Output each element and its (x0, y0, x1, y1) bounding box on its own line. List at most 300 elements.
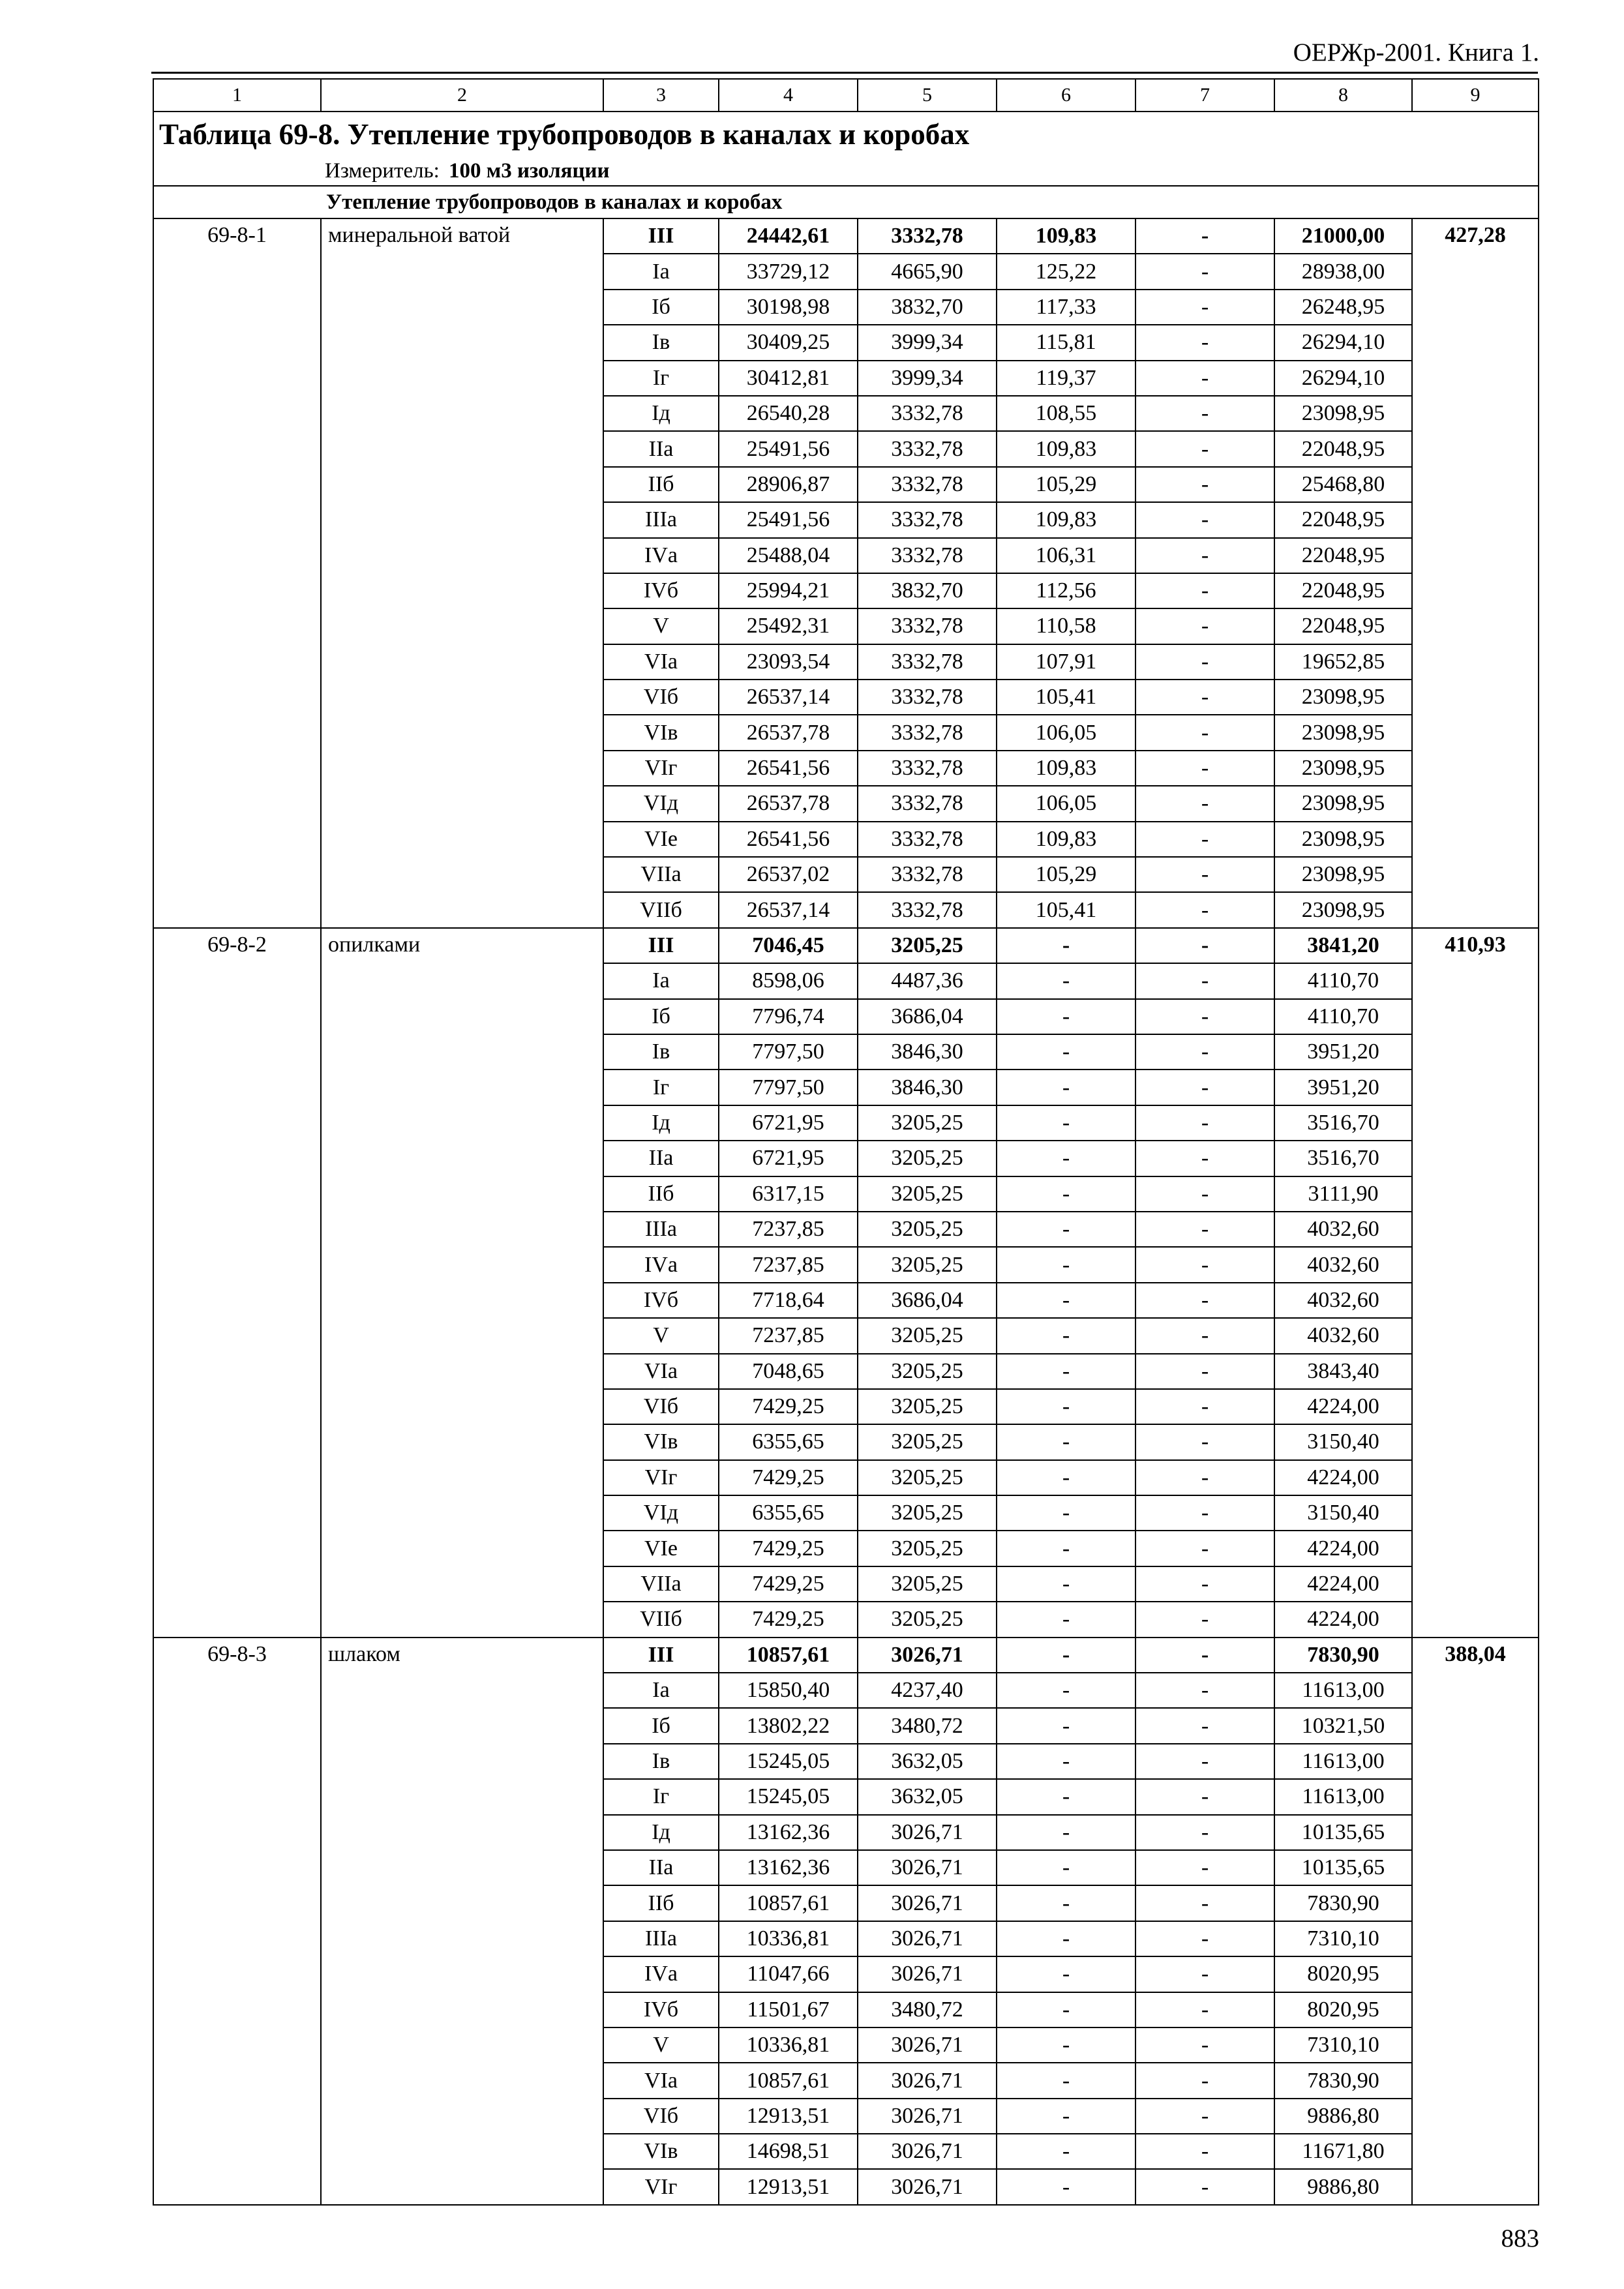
region-code-cell: IIIа (603, 1921, 719, 1956)
driver-wage-cell: - (1135, 963, 1274, 998)
labor-cost-cell: 3480,72 (858, 1708, 997, 1743)
region-code-cell: IIа (603, 1850, 719, 1885)
labor-cost-cell: 3026,71 (858, 1850, 997, 1885)
total-cost-cell: 6721,95 (719, 1105, 858, 1141)
machine-cost-cell: - (997, 1779, 1135, 1814)
header-rule (151, 72, 1538, 74)
total-cost-cell: 6355,65 (719, 1495, 858, 1531)
labor-cost-cell: 3026,71 (858, 2027, 997, 2063)
material-cost-cell: 21000,00 (1274, 218, 1412, 254)
labor-cost-cell: 3332,78 (858, 218, 997, 254)
driver-wage-cell: - (1135, 218, 1274, 254)
region-code-cell: Iв (603, 325, 719, 360)
driver-wage-cell: - (1135, 1531, 1274, 1566)
machine-cost-cell: - (997, 1354, 1135, 1389)
total-cost-cell: 10857,61 (719, 1638, 858, 1673)
driver-wage-cell: - (1135, 1815, 1274, 1850)
total-cost-cell: 7429,25 (719, 1531, 858, 1566)
column-number: 6 (997, 79, 1135, 112)
material-cost-cell: 4032,60 (1274, 1318, 1412, 1353)
table-title-row (153, 112, 1539, 157)
machine-cost-cell: 109,83 (997, 431, 1135, 466)
labor-cost-cell: 3205,25 (858, 928, 997, 963)
driver-wage-cell: - (1135, 1424, 1274, 1459)
machine-cost-cell: 105,29 (997, 467, 1135, 502)
region-code-cell: III (603, 1638, 719, 1673)
labor-cost-cell: 4487,36 (858, 963, 997, 998)
region-code-cell: IVб (603, 1992, 719, 2027)
machine-cost-cell: 119,37 (997, 361, 1135, 396)
material-cost-cell: 22048,95 (1274, 431, 1412, 466)
labor-cost-cell: 3480,72 (858, 1992, 997, 2027)
material-cost-cell: 4224,00 (1274, 1602, 1412, 1637)
driver-wage-cell: - (1135, 1992, 1274, 2027)
machine-cost-cell: - (997, 1602, 1135, 1637)
labor-cost-cell: 3205,25 (858, 1176, 997, 1212)
rate-name: минеральной ватой (321, 218, 603, 928)
region-code-cell: IIа (603, 431, 719, 466)
driver-wage-cell: - (1135, 1602, 1274, 1637)
machine-cost-cell: 108,55 (997, 396, 1135, 431)
material-cost-cell: 23098,95 (1274, 396, 1412, 431)
region-code-cell: VIг (603, 2169, 719, 2204)
total-cost-cell: 26537,02 (719, 857, 858, 892)
driver-wage-cell: - (1135, 1105, 1274, 1141)
material-cost-cell: 23098,95 (1274, 680, 1412, 715)
driver-wage-cell: - (1135, 290, 1274, 325)
labor-cost-cell: 3205,25 (858, 1212, 997, 1247)
machine-cost-cell: - (997, 1034, 1135, 1070)
total-cost-cell: 26541,56 (719, 822, 858, 857)
material-cost-cell: 28938,00 (1274, 254, 1412, 289)
region-code-cell: VIе (603, 822, 719, 857)
total-cost-cell: 28906,87 (719, 467, 858, 502)
labor-cost-cell: 3332,78 (858, 715, 997, 750)
material-cost-cell: 22048,95 (1274, 573, 1412, 608)
region-code-cell: IVа (603, 538, 719, 573)
labor-cost-cell: 3205,25 (858, 1495, 997, 1531)
labor-cost-cell: 3332,78 (858, 502, 997, 537)
region-code-cell: VIа (603, 1354, 719, 1389)
material-cost-cell: 4224,00 (1274, 1460, 1412, 1495)
driver-wage-cell: - (1135, 502, 1274, 537)
material-cost-cell: 23098,95 (1274, 715, 1412, 750)
driver-wage-cell: - (1135, 1141, 1274, 1176)
material-cost-cell: 11671,80 (1274, 2134, 1412, 2169)
material-cost-cell: 3150,40 (1274, 1424, 1412, 1459)
driver-wage-cell: - (1135, 680, 1274, 715)
column-number: 3 (603, 79, 719, 112)
region-code-cell: Iб (603, 999, 719, 1034)
region-code-cell: Iв (603, 1034, 719, 1070)
machine-cost-cell: - (997, 1673, 1135, 1708)
table-title: Таблица 69-8. Утепление трубопроводов в каналах и коробах (159, 117, 970, 151)
labor-cost-cell: 3332,78 (858, 467, 997, 502)
material-cost-cell: 25468,80 (1274, 467, 1412, 502)
labor-cost-cell: 3332,78 (858, 751, 997, 786)
machine-cost-cell: - (997, 1105, 1135, 1141)
material-cost-cell: 10321,50 (1274, 1708, 1412, 1743)
machine-cost-cell: - (997, 1992, 1135, 2027)
material-cost-cell: 4032,60 (1274, 1247, 1412, 1282)
labor-cost-cell: 4237,40 (858, 1673, 997, 1708)
region-code-cell: Iг (603, 361, 719, 396)
driver-wage-cell: - (1135, 1070, 1274, 1105)
material-cost-cell: 3951,20 (1274, 1070, 1412, 1105)
total-cost-cell: 10336,81 (719, 2027, 858, 2063)
unit-row (153, 157, 1539, 186)
total-cost-cell: 15850,40 (719, 1673, 858, 1708)
total-cost-cell: 7797,50 (719, 1070, 858, 1105)
labor-cost-cell: 3686,04 (858, 999, 997, 1034)
machine-cost-cell: - (997, 999, 1135, 1034)
driver-wage-cell: - (1135, 1460, 1274, 1495)
machine-cost-cell: - (997, 1247, 1135, 1282)
region-code-cell: V (603, 2027, 719, 2063)
material-cost-cell: 7830,90 (1274, 2063, 1412, 2098)
machine-cost-cell: - (997, 1460, 1135, 1495)
material-cost-cell: 8020,95 (1274, 1992, 1412, 2027)
region-code-cell: VIб (603, 1389, 719, 1424)
total-cost-cell: 30198,98 (719, 290, 858, 325)
machine-cost-cell: 112,56 (997, 573, 1135, 608)
total-cost-cell: 7429,25 (719, 1460, 858, 1495)
region-code-cell: Iг (603, 1779, 719, 1814)
region-code-cell: VIв (603, 715, 719, 750)
total-cost-cell: 7237,85 (719, 1212, 858, 1247)
driver-wage-cell: - (1135, 2027, 1274, 2063)
driver-wage-cell: - (1135, 928, 1274, 963)
column-number: 5 (858, 79, 997, 112)
driver-wage-cell: - (1135, 1708, 1274, 1743)
labor-cost-cell: 3205,25 (858, 1389, 997, 1424)
rate-code: 69-8-3 (153, 1638, 321, 2205)
driver-wage-cell: - (1135, 1354, 1274, 1389)
column-number: 8 (1274, 79, 1412, 112)
total-cost-cell: 12913,51 (719, 2169, 858, 2204)
labor-cost-cell: 3332,78 (858, 822, 997, 857)
driver-wage-cell: - (1135, 431, 1274, 466)
labor-cost-cell: 3205,25 (858, 1531, 997, 1566)
total-cost-cell: 10336,81 (719, 1921, 858, 1956)
total-cost-cell: 12913,51 (719, 2099, 858, 2134)
driver-wage-cell: - (1135, 608, 1274, 644)
driver-wage-cell: - (1135, 1495, 1274, 1531)
machine-cost-cell: - (997, 2027, 1135, 2063)
region-code-cell: Iб (603, 290, 719, 325)
total-cost-cell: 7429,25 (719, 1566, 858, 1602)
material-cost-cell: 4224,00 (1274, 1389, 1412, 1424)
material-cost-cell: 23098,95 (1274, 751, 1412, 786)
machine-cost-cell: 106,31 (997, 538, 1135, 573)
total-cost-cell: 25491,56 (719, 431, 858, 466)
labor-cost-cell: 3999,34 (858, 325, 997, 360)
total-cost-cell: 6355,65 (719, 1424, 858, 1459)
material-cost-cell: 4224,00 (1274, 1531, 1412, 1566)
total-cost-cell: 26537,14 (719, 892, 858, 927)
driver-wage-cell: - (1135, 1779, 1274, 1814)
region-code-cell: VIв (603, 2134, 719, 2169)
machine-cost-cell: - (997, 1815, 1135, 1850)
material-cost-cell: 23098,95 (1274, 857, 1412, 892)
material-cost-cell: 26294,10 (1274, 361, 1412, 396)
machine-cost-cell: 109,83 (997, 502, 1135, 537)
driver-wage-cell: - (1135, 1034, 1274, 1070)
material-cost-cell: 3150,40 (1274, 1495, 1412, 1531)
machine-cost-cell: 125,22 (997, 254, 1135, 289)
material-cost-cell: 11613,00 (1274, 1744, 1412, 1779)
region-code-cell: VIг (603, 751, 719, 786)
driver-wage-cell: - (1135, 644, 1274, 680)
region-code-cell: IVа (603, 1956, 719, 1992)
rate-name: опилками (321, 928, 603, 1638)
labor-cost-cell: 3205,25 (858, 1318, 997, 1353)
labor-cost-cell: 3205,25 (858, 1602, 997, 1637)
table-row (153, 218, 1539, 254)
driver-wage-cell: - (1135, 2063, 1274, 2098)
region-code-cell: VIб (603, 680, 719, 715)
material-cost-cell: 11613,00 (1274, 1673, 1412, 1708)
machine-cost-cell: - (997, 2169, 1135, 2204)
region-code-cell: V (603, 608, 719, 644)
material-cost-cell: 23098,95 (1274, 822, 1412, 857)
machine-cost-cell: - (997, 1070, 1135, 1105)
labor-cost-cell: 3026,71 (858, 1638, 997, 1673)
material-cost-cell: 3951,20 (1274, 1034, 1412, 1070)
machine-cost-cell: 109,83 (997, 218, 1135, 254)
total-cost-cell: 30412,81 (719, 361, 858, 396)
region-code-cell: V (603, 1318, 719, 1353)
machine-cost-cell: 105,41 (997, 892, 1135, 927)
machine-cost-cell: 105,29 (997, 857, 1135, 892)
driver-wage-cell: - (1135, 857, 1274, 892)
labor-cost-cell: 3332,78 (858, 892, 997, 927)
driver-wage-cell: - (1135, 751, 1274, 786)
labor-cost-cell: 3632,05 (858, 1744, 997, 1779)
machine-cost-cell: - (997, 1424, 1135, 1459)
material-cost-cell: 7310,10 (1274, 2027, 1412, 2063)
column-number: 1 (153, 79, 321, 112)
machine-cost-cell: - (997, 2063, 1135, 2098)
region-code-cell: VIе (603, 1531, 719, 1566)
driver-wage-cell: - (1135, 325, 1274, 360)
machine-cost-cell: - (997, 1921, 1135, 1956)
machine-cost-cell: - (997, 1141, 1135, 1176)
region-code-cell: Iг (603, 1070, 719, 1105)
machine-cost-cell: - (997, 1176, 1135, 1212)
labor-cost-cell: 4665,90 (858, 254, 997, 289)
region-code-cell: Iд (603, 1815, 719, 1850)
section-title-row (153, 186, 1539, 218)
driver-wage-cell: - (1135, 1956, 1274, 1992)
labor-cost-cell: 3832,70 (858, 290, 997, 325)
machine-cost-cell: - (997, 1744, 1135, 1779)
material-cost-cell: 8020,95 (1274, 1956, 1412, 1992)
region-code-cell: IVб (603, 1283, 719, 1318)
region-code-cell: IIб (603, 1176, 719, 1212)
total-cost-cell: 11501,67 (719, 1992, 858, 2027)
rate-code: 69-8-2 (153, 928, 321, 1638)
driver-wage-cell: - (1135, 715, 1274, 750)
region-code-cell: IVб (603, 573, 719, 608)
table-row (153, 928, 1539, 963)
labor-hours-cell: 388,04 (1412, 1638, 1539, 2205)
column-number-row (153, 79, 1539, 112)
labor-cost-cell: 3205,25 (858, 1460, 997, 1495)
material-cost-cell: 3516,70 (1274, 1105, 1412, 1141)
labor-cost-cell: 3332,78 (858, 644, 997, 680)
material-cost-cell: 7830,90 (1274, 1638, 1412, 1673)
labor-cost-cell: 3332,78 (858, 396, 997, 431)
unit-value: 100 м3 изоляции (449, 159, 610, 183)
machine-cost-cell: - (997, 1495, 1135, 1531)
machine-cost-cell: 105,41 (997, 680, 1135, 715)
material-cost-cell: 3516,70 (1274, 1141, 1412, 1176)
machine-cost-cell: 109,83 (997, 822, 1135, 857)
driver-wage-cell: - (1135, 1673, 1274, 1708)
machine-cost-cell: - (997, 1283, 1135, 1318)
total-cost-cell: 14698,51 (719, 2134, 858, 2169)
total-cost-cell: 26537,78 (719, 715, 858, 750)
region-code-cell: VIд (603, 1495, 719, 1531)
labor-cost-cell: 3999,34 (858, 361, 997, 396)
material-cost-cell: 22048,95 (1274, 538, 1412, 573)
total-cost-cell: 13162,36 (719, 1850, 858, 1885)
labor-hours-cell: 427,28 (1412, 218, 1539, 928)
region-code-cell: Iб (603, 1708, 719, 1743)
total-cost-cell: 7429,25 (719, 1602, 858, 1637)
total-cost-cell: 10857,61 (719, 2063, 858, 2098)
total-cost-cell: 15245,05 (719, 1744, 858, 1779)
material-cost-cell: 11613,00 (1274, 1779, 1412, 1814)
region-code-cell: Iа (603, 1673, 719, 1708)
column-number: 2 (321, 79, 603, 112)
driver-wage-cell: - (1135, 1566, 1274, 1602)
material-cost-cell: 26294,10 (1274, 325, 1412, 360)
labor-cost-cell: 3026,71 (858, 1921, 997, 1956)
driver-wage-cell: - (1135, 573, 1274, 608)
material-cost-cell: 7310,10 (1274, 1921, 1412, 1956)
total-cost-cell: 33729,12 (719, 254, 858, 289)
table-body (153, 79, 1539, 2205)
total-cost-cell: 10857,61 (719, 1885, 858, 1921)
region-code-cell: VIа (603, 644, 719, 680)
total-cost-cell: 7237,85 (719, 1247, 858, 1282)
machine-cost-cell: - (997, 1638, 1135, 1673)
machine-cost-cell: - (997, 963, 1135, 998)
labor-cost-cell: 3026,71 (858, 2169, 997, 2204)
driver-wage-cell: - (1135, 1176, 1274, 1212)
machine-cost-cell: 106,05 (997, 786, 1135, 821)
total-cost-cell: 13162,36 (719, 1815, 858, 1850)
labor-cost-cell: 3332,78 (858, 608, 997, 644)
driver-wage-cell: - (1135, 1318, 1274, 1353)
total-cost-cell: 25994,21 (719, 573, 858, 608)
machine-cost-cell: 115,81 (997, 325, 1135, 360)
total-cost-cell: 24442,61 (719, 218, 858, 254)
driver-wage-cell: - (1135, 1389, 1274, 1424)
driver-wage-cell: - (1135, 2169, 1274, 2204)
material-cost-cell: 19652,85 (1274, 644, 1412, 680)
region-code-cell: VIд (603, 786, 719, 821)
page-number: 883 (1501, 2224, 1539, 2252)
total-cost-cell: 26541,56 (719, 751, 858, 786)
machine-cost-cell: 110,58 (997, 608, 1135, 644)
total-cost-cell: 7046,45 (719, 928, 858, 963)
total-cost-cell: 6317,15 (719, 1176, 858, 1212)
total-cost-cell: 11047,66 (719, 1956, 858, 1992)
total-cost-cell: 25488,04 (719, 538, 858, 573)
material-cost-cell: 10135,65 (1274, 1850, 1412, 1885)
labor-cost-cell: 3205,25 (858, 1105, 997, 1141)
material-cost-cell: 9886,80 (1274, 2169, 1412, 2204)
machine-cost-cell: 106,05 (997, 715, 1135, 750)
total-cost-cell: 26537,14 (719, 680, 858, 715)
labor-cost-cell: 3205,25 (858, 1424, 997, 1459)
rates-table (153, 78, 1539, 2206)
machine-cost-cell: - (997, 1212, 1135, 1247)
labor-cost-cell: 3205,25 (858, 1566, 997, 1602)
machine-cost-cell: - (997, 2099, 1135, 2134)
material-cost-cell: 22048,95 (1274, 608, 1412, 644)
total-cost-cell: 23093,54 (719, 644, 858, 680)
labor-cost-cell: 3026,71 (858, 2063, 997, 2098)
labor-cost-cell: 3332,78 (858, 786, 997, 821)
driver-wage-cell: - (1135, 1247, 1274, 1282)
total-cost-cell: 13802,22 (719, 1708, 858, 1743)
material-cost-cell: 10135,65 (1274, 1815, 1412, 1850)
total-cost-cell: 7429,25 (719, 1389, 858, 1424)
machine-cost-cell: - (997, 2134, 1135, 2169)
driver-wage-cell: - (1135, 1921, 1274, 1956)
total-cost-cell: 6721,95 (719, 1141, 858, 1176)
region-code-cell: Iв (603, 1744, 719, 1779)
material-cost-cell: 26248,95 (1274, 290, 1412, 325)
column-number: 9 (1412, 79, 1539, 112)
labor-cost-cell: 3332,78 (858, 538, 997, 573)
material-cost-cell: 23098,95 (1274, 892, 1412, 927)
machine-cost-cell: - (997, 1850, 1135, 1885)
machine-cost-cell: - (997, 928, 1135, 963)
driver-wage-cell: - (1135, 822, 1274, 857)
material-cost-cell: 7830,90 (1274, 1885, 1412, 1921)
region-code-cell: VIв (603, 1424, 719, 1459)
machine-cost-cell: - (997, 1318, 1135, 1353)
region-code-cell: III (603, 928, 719, 963)
driver-wage-cell: - (1135, 361, 1274, 396)
labor-cost-cell: 3205,25 (858, 1354, 997, 1389)
labor-cost-cell: 3026,71 (858, 1956, 997, 1992)
region-code-cell: III (603, 218, 719, 254)
driver-wage-cell: - (1135, 467, 1274, 502)
rate-name: шлаком (321, 1638, 603, 2205)
total-cost-cell: 30409,25 (719, 325, 858, 360)
total-cost-cell: 25492,31 (719, 608, 858, 644)
region-code-cell: VIIб (603, 892, 719, 927)
labor-cost-cell: 3846,30 (858, 1034, 997, 1070)
total-cost-cell: 8598,06 (719, 963, 858, 998)
labor-cost-cell: 3332,78 (858, 680, 997, 715)
material-cost-cell: 4224,00 (1274, 1566, 1412, 1602)
labor-cost-cell: 3026,71 (858, 1815, 997, 1850)
machine-cost-cell: 109,83 (997, 751, 1135, 786)
material-cost-cell: 3843,40 (1274, 1354, 1412, 1389)
labor-hours-cell: 410,93 (1412, 928, 1539, 1638)
material-cost-cell: 9886,80 (1274, 2099, 1412, 2134)
driver-wage-cell: - (1135, 892, 1274, 927)
labor-cost-cell: 3026,71 (858, 1885, 997, 1921)
total-cost-cell: 7048,65 (719, 1354, 858, 1389)
